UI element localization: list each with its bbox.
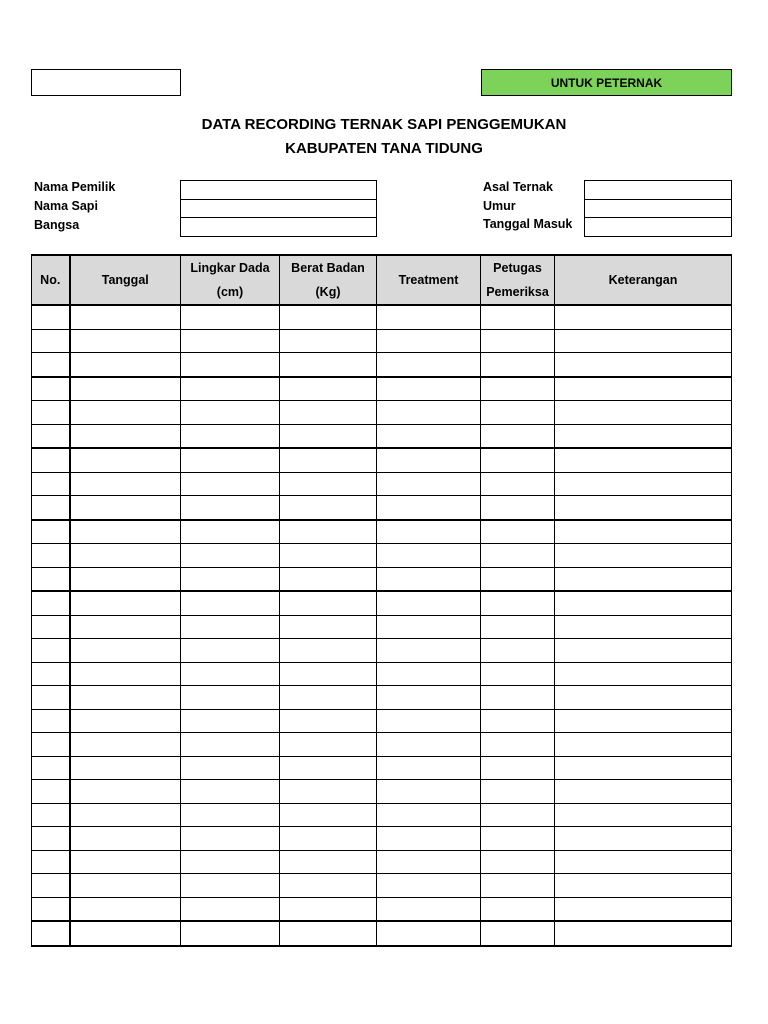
table-row [32, 803, 732, 827]
table-cell[interactable] [181, 401, 280, 425]
col-header-petugas-pemeriksa: Petugas Pemeriksa [481, 255, 555, 305]
table-cell[interactable] [181, 639, 280, 663]
table-cell[interactable] [377, 567, 481, 591]
field-nama-pemilik[interactable] [180, 180, 377, 200]
table-cell[interactable] [280, 850, 377, 874]
col-header-tanggal: Tanggal [70, 255, 181, 305]
table-row [32, 591, 732, 615]
table-cell[interactable] [280, 733, 377, 757]
table-cell[interactable] [481, 662, 555, 686]
table-cell[interactable] [32, 520, 70, 544]
table-cell[interactable] [70, 377, 181, 401]
label-bangsa: Bangsa [34, 218, 80, 232]
table-cell[interactable] [181, 567, 280, 591]
table-cell[interactable] [70, 448, 181, 472]
table-cell[interactable] [481, 639, 555, 663]
table-cell[interactable] [481, 496, 555, 520]
label-nama-pemilik: Nama Pemilik [34, 180, 116, 194]
table-cell[interactable] [32, 850, 70, 874]
table-cell[interactable] [70, 353, 181, 377]
table-row [32, 448, 732, 472]
table-cell[interactable] [280, 496, 377, 520]
table-row [32, 329, 732, 353]
table-cell[interactable] [555, 401, 732, 425]
table-cell[interactable] [32, 305, 70, 329]
table-cell[interactable] [481, 567, 555, 591]
table-cell[interactable] [481, 874, 555, 898]
table-cell[interactable] [377, 874, 481, 898]
blank-header-box[interactable] [31, 69, 181, 96]
table-cell[interactable] [181, 662, 280, 686]
table-cell[interactable] [377, 472, 481, 496]
table-cell[interactable] [32, 662, 70, 686]
table-cell[interactable] [181, 756, 280, 780]
table-cell[interactable] [181, 544, 280, 568]
table-cell[interactable] [481, 544, 555, 568]
table-body [32, 305, 732, 946]
table-cell[interactable] [181, 305, 280, 329]
table-cell[interactable] [555, 803, 732, 827]
table-cell[interactable] [70, 615, 181, 639]
table-cell[interactable] [555, 496, 732, 520]
table-row [32, 874, 732, 898]
page-subtitle: KABUPATEN TANA TIDUNG [285, 140, 483, 157]
table-cell[interactable] [481, 827, 555, 851]
table-cell[interactable] [181, 472, 280, 496]
table-cell[interactable] [181, 733, 280, 757]
table-cell[interactable] [377, 733, 481, 757]
table-cell[interactable] [280, 756, 377, 780]
table-row [32, 686, 732, 710]
table-row [32, 850, 732, 874]
table-cell[interactable] [70, 780, 181, 804]
table-cell[interactable] [32, 733, 70, 757]
table-cell[interactable] [377, 686, 481, 710]
table-cell[interactable] [377, 780, 481, 804]
untuk-peternak-tag: UNTUK PETERNAK [481, 69, 732, 96]
table-cell[interactable] [481, 329, 555, 353]
table-cell[interactable] [181, 615, 280, 639]
table-cell[interactable] [70, 591, 181, 615]
table-cell[interactable] [377, 662, 481, 686]
table-cell[interactable] [377, 520, 481, 544]
table-cell[interactable] [481, 424, 555, 448]
table-cell[interactable] [181, 780, 280, 804]
table-cell[interactable] [481, 377, 555, 401]
table-cell[interactable] [70, 520, 181, 544]
table-cell[interactable] [280, 472, 377, 496]
label-nama-sapi: Nama Sapi [34, 199, 98, 213]
table-cell[interactable] [555, 305, 732, 329]
table-cell[interactable] [377, 544, 481, 568]
page-title: DATA RECORDING TERNAK SAPI PENGGEMUKAN [201, 116, 567, 133]
table-row [32, 639, 732, 663]
table-cell[interactable] [32, 591, 70, 615]
table-cell[interactable] [555, 780, 732, 804]
table-cell[interactable] [70, 803, 181, 827]
col-header-keterangan: Keterangan [555, 255, 732, 305]
table-row [32, 827, 732, 851]
table-cell[interactable] [70, 897, 181, 921]
table-cell[interactable] [280, 377, 377, 401]
field-asal-ternak[interactable] [584, 180, 732, 200]
label-asal-ternak: Asal Ternak [483, 180, 553, 194]
table-cell[interactable] [70, 686, 181, 710]
table-cell[interactable] [481, 733, 555, 757]
table-cell[interactable] [181, 709, 280, 733]
table-row [32, 921, 732, 946]
table-cell[interactable] [280, 615, 377, 639]
table-row [32, 424, 732, 448]
table-cell[interactable] [555, 472, 732, 496]
table-cell[interactable] [32, 709, 70, 733]
table-cell[interactable] [377, 921, 481, 946]
table-cell[interactable] [481, 305, 555, 329]
table-cell[interactable] [481, 520, 555, 544]
table-cell[interactable] [70, 662, 181, 686]
table-cell[interactable] [555, 921, 732, 946]
table-cell[interactable] [32, 874, 70, 898]
table-cell[interactable] [377, 897, 481, 921]
table-cell[interactable] [280, 780, 377, 804]
table-cell[interactable] [70, 424, 181, 448]
table-cell[interactable] [377, 615, 481, 639]
table-row [32, 780, 732, 804]
table-cell[interactable] [32, 897, 70, 921]
table-cell[interactable] [70, 496, 181, 520]
table-cell[interactable] [555, 448, 732, 472]
table-row [32, 305, 732, 329]
table-row [32, 733, 732, 757]
table-cell[interactable] [555, 377, 732, 401]
table-cell[interactable] [555, 686, 732, 710]
table-cell[interactable] [555, 897, 732, 921]
table-cell[interactable] [32, 756, 70, 780]
table-cell[interactable] [481, 353, 555, 377]
table-cell[interactable] [555, 662, 732, 686]
table-cell[interactable] [32, 377, 70, 401]
table-row [32, 496, 732, 520]
table-cell[interactable] [280, 567, 377, 591]
table-cell[interactable] [280, 709, 377, 733]
table-cell[interactable] [377, 401, 481, 425]
table-row [32, 401, 732, 425]
table-cell[interactable] [181, 377, 280, 401]
table-cell[interactable] [555, 353, 732, 377]
table-cell[interactable] [481, 709, 555, 733]
table-cell[interactable] [280, 424, 377, 448]
table-cell[interactable] [181, 353, 280, 377]
table-cell[interactable] [32, 448, 70, 472]
table-cell[interactable] [70, 756, 181, 780]
table-cell[interactable] [181, 591, 280, 615]
table-cell[interactable] [481, 472, 555, 496]
table-cell[interactable] [280, 827, 377, 851]
table-cell[interactable] [280, 897, 377, 921]
col-header-treatment: Treatment [377, 255, 481, 305]
table-row [32, 615, 732, 639]
table-cell[interactable] [280, 591, 377, 615]
table-cell[interactable] [555, 424, 732, 448]
table-cell[interactable] [32, 567, 70, 591]
table-cell[interactable] [377, 496, 481, 520]
table-cell[interactable] [555, 639, 732, 663]
table-cell[interactable] [280, 874, 377, 898]
table-cell[interactable] [70, 639, 181, 663]
recording-table [31, 254, 732, 947]
table-cell[interactable] [280, 305, 377, 329]
table-row [32, 897, 732, 921]
table-cell[interactable] [280, 662, 377, 686]
table-cell[interactable] [481, 448, 555, 472]
field-bangsa[interactable] [180, 217, 377, 237]
table-cell[interactable] [481, 897, 555, 921]
table-cell[interactable] [181, 897, 280, 921]
table-cell[interactable] [377, 850, 481, 874]
table-cell[interactable] [32, 803, 70, 827]
table-cell[interactable] [70, 544, 181, 568]
table-cell[interactable] [181, 686, 280, 710]
table-cell[interactable] [280, 921, 377, 946]
table-cell[interactable] [555, 544, 732, 568]
table-cell[interactable] [181, 850, 280, 874]
table-cell[interactable] [181, 448, 280, 472]
table-cell[interactable] [481, 756, 555, 780]
table-cell[interactable] [481, 615, 555, 639]
table-row [32, 662, 732, 686]
table-cell[interactable] [377, 709, 481, 733]
table-cell[interactable] [377, 639, 481, 663]
table-row [32, 709, 732, 733]
table-cell[interactable] [181, 803, 280, 827]
table-cell[interactable] [377, 353, 481, 377]
table-cell[interactable] [32, 544, 70, 568]
table-cell[interactable] [280, 544, 377, 568]
table-cell[interactable] [280, 520, 377, 544]
table-cell[interactable] [70, 850, 181, 874]
table-cell[interactable] [280, 353, 377, 377]
table-cell[interactable] [70, 401, 181, 425]
table-cell[interactable] [280, 329, 377, 353]
table-cell[interactable] [377, 448, 481, 472]
table-cell[interactable] [280, 803, 377, 827]
table-cell[interactable] [32, 921, 70, 946]
table-cell[interactable] [481, 803, 555, 827]
table-cell[interactable] [32, 639, 70, 663]
table-cell[interactable] [377, 424, 481, 448]
table-row [32, 567, 732, 591]
table-cell[interactable] [481, 401, 555, 425]
table-cell[interactable] [280, 401, 377, 425]
table-cell[interactable] [280, 686, 377, 710]
table-cell[interactable] [555, 827, 732, 851]
table-cell[interactable] [32, 401, 70, 425]
table-cell[interactable] [32, 615, 70, 639]
table-cell[interactable] [481, 591, 555, 615]
col-header-berat-badan: Berat Badan (Kg) [280, 255, 377, 305]
table-cell[interactable] [377, 827, 481, 851]
table-cell[interactable] [181, 496, 280, 520]
table-cell[interactable] [32, 424, 70, 448]
col-header-lingkar-dada: Lingkar Dada (cm) [181, 255, 280, 305]
table-cell[interactable] [181, 520, 280, 544]
table-cell[interactable] [377, 756, 481, 780]
table-row [32, 353, 732, 377]
table-cell[interactable] [70, 305, 181, 329]
table-cell[interactable] [555, 850, 732, 874]
table-cell[interactable] [32, 472, 70, 496]
table-cell[interactable] [181, 921, 280, 946]
table-cell[interactable] [32, 827, 70, 851]
table-cell[interactable] [555, 709, 732, 733]
table-cell[interactable] [181, 424, 280, 448]
table-cell[interactable] [280, 639, 377, 663]
table-cell[interactable] [555, 733, 732, 757]
table-cell[interactable] [280, 448, 377, 472]
table-cell[interactable] [481, 921, 555, 946]
table-cell[interactable] [555, 874, 732, 898]
table-cell[interactable] [32, 686, 70, 710]
table-cell[interactable] [70, 733, 181, 757]
table-cell[interactable] [70, 921, 181, 946]
table-cell[interactable] [70, 329, 181, 353]
table-header-row [32, 255, 732, 305]
table-row [32, 377, 732, 401]
table-cell[interactable] [70, 472, 181, 496]
table-row [32, 756, 732, 780]
table-cell[interactable] [555, 756, 732, 780]
table-cell[interactable] [377, 377, 481, 401]
field-nama-sapi[interactable] [180, 199, 377, 218]
table-cell[interactable] [32, 496, 70, 520]
col-header-no: No. [32, 255, 70, 305]
table-cell[interactable] [481, 780, 555, 804]
table-cell[interactable] [377, 803, 481, 827]
table-cell[interactable] [555, 615, 732, 639]
table-cell[interactable] [32, 329, 70, 353]
table-cell[interactable] [181, 827, 280, 851]
table-row [32, 472, 732, 496]
table-cell[interactable] [377, 329, 481, 353]
table-row [32, 544, 732, 568]
table-row [32, 520, 732, 544]
table-cell[interactable] [70, 709, 181, 733]
table-cell[interactable] [181, 874, 280, 898]
table-cell[interactable] [70, 874, 181, 898]
table-cell[interactable] [555, 520, 732, 544]
table-cell[interactable] [32, 780, 70, 804]
table-cell[interactable] [555, 591, 732, 615]
table-cell[interactable] [70, 827, 181, 851]
field-umur[interactable] [584, 199, 732, 218]
table-cell[interactable] [377, 305, 481, 329]
table-cell[interactable] [481, 686, 555, 710]
field-tanggal-masuk[interactable] [584, 217, 732, 237]
table-cell[interactable] [181, 329, 280, 353]
label-umur: Umur [483, 199, 516, 213]
table-cell[interactable] [70, 567, 181, 591]
table-cell[interactable] [555, 329, 732, 353]
table-cell[interactable] [481, 850, 555, 874]
table-cell[interactable] [377, 591, 481, 615]
label-tanggal-masuk: Tanggal Masuk [483, 217, 573, 231]
table-cell[interactable] [555, 567, 732, 591]
table-cell[interactable] [32, 353, 70, 377]
